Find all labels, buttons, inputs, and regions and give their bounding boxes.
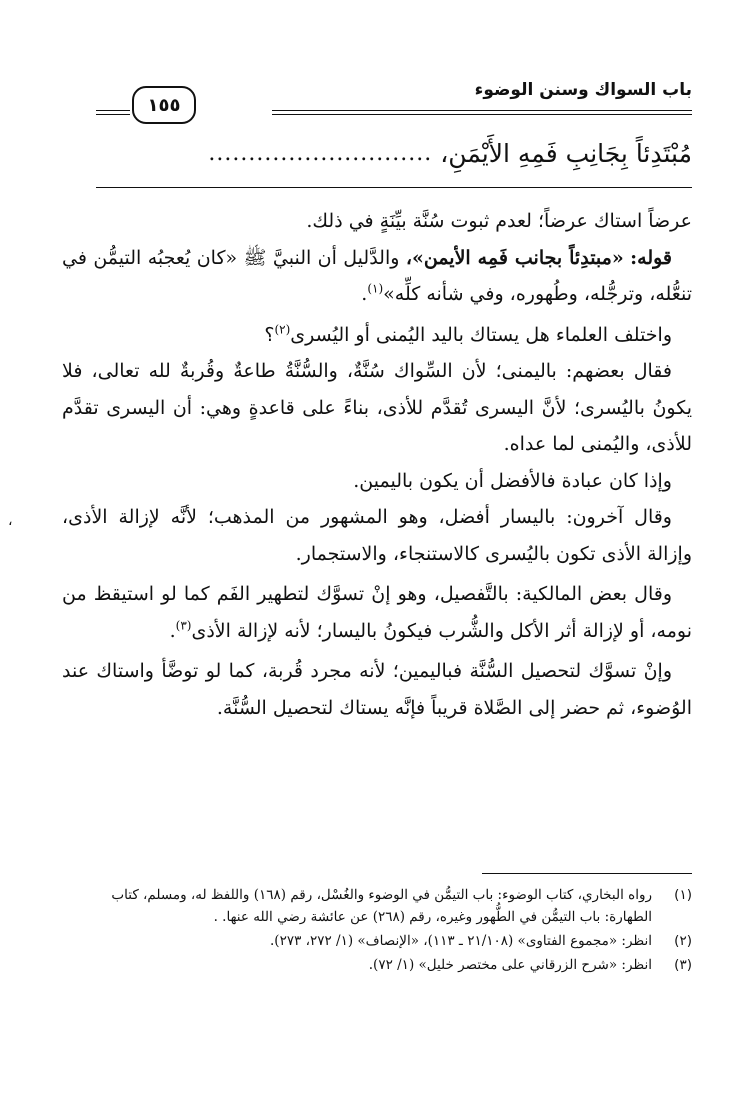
matn-dots: ............................ bbox=[208, 140, 433, 166]
footnote-number: (٢) bbox=[674, 933, 692, 949]
footnote-text: رواه البخاري، كتاب الوضوء: باب التيمُّن في الوضوء والغُسْل، رقم (١٦٨) واللفظ له، ومسلم، كتاب الطهارة: باب التيمُّن في الطُّهور وغيره، رقم (٢٦٨) عن عائشة رضي الله عنها. . bbox=[111, 887, 652, 925]
footnote-ref: (٣) bbox=[175, 618, 192, 633]
paragraph: عرضاً استاك عرضاً؛ لعدم ثبوت سُنَّة بيِّنَةٍ في ذلك. bbox=[306, 210, 692, 232]
footnote-divider bbox=[482, 873, 692, 874]
header-rule bbox=[96, 114, 130, 115]
paragraph: وإنْ تسوَّك لتحصيل السُّنَّة فباليمين؛ لأنه مجرد قُربة، كما لو توضَّأ واستاك عند الوُضوء، ثم حضر إلى الصَّلاة قريباً فإنَّه يستاك لتحصيل السُّنَّة. bbox=[62, 660, 692, 719]
paragraph: وقال آخرون: باليسار أفضل، وهو المشهور من المذهب؛ لأنَّه لإزالة الأذى، وإزالة الأذى تكون باليُسرى كالاستنجاء، والاستجمار. bbox=[62, 506, 692, 565]
paragraph: وقال بعض المالكية: بالتَّفصيل، وهو إنْ تسوَّك لتطهير الفَم كما لو استيقظ من نومه، أو لإزالة أثر الأكل والشُّرب فيكونُ باليسار؛ لأنه لإزالة الأذى$^{(٣)}$. bbox=[62, 583, 692, 642]
page-number: ١٥٥ bbox=[132, 86, 196, 124]
header-rule bbox=[272, 110, 692, 111]
matn-text: مُبْتَدِئاً بِجَانِبِ فَمِهِ الأَيْمَنِ، bbox=[440, 138, 692, 168]
header-rule bbox=[96, 110, 130, 111]
footnote-number: (٣) bbox=[674, 957, 692, 973]
quote-label: قوله: bbox=[630, 246, 673, 269]
quoted-matn: «مبتدِئاً بجانب فَمِه الأيمن»، bbox=[405, 246, 624, 269]
header-rule bbox=[272, 114, 692, 115]
footnote-text: انظر: «شرح الزرقاني على مختصر خليل» (١/ ٧٢). bbox=[368, 957, 652, 973]
page-header bbox=[96, 72, 692, 124]
paragraph: واختلف العلماء هل يستاك باليد اليُمنى أو اليُسرى$^{(٢)}$؟ bbox=[264, 322, 672, 346]
paragraph: قوله: «مبتدِئاً بجانب فَمِه الأيمن»، والدَّليل أن النبيَّ ﷺ «كان يُعجبُه التيمُّن في تنعُّله، وترجُّله، وطُهوره، وفي شأنه كلِّه»$^{(١)}$. bbox=[62, 246, 692, 305]
footnote bbox=[62, 930, 692, 952]
matn-divider bbox=[96, 187, 692, 188]
footnote bbox=[62, 884, 692, 928]
footnote-ref: (١) bbox=[367, 281, 384, 296]
margin-mark: ، bbox=[8, 513, 13, 529]
footnote bbox=[62, 954, 692, 976]
footnote-text: انظر: «مجموع الفتاوى» (٢١/١٠٨ ـ ١١٣)، «الإنصاف» (١/ ٢٧٢، ٢٧٣). bbox=[270, 933, 652, 949]
footnote-ref: (٢) bbox=[274, 322, 291, 337]
paragraph: فقال بعضهم: باليمنى؛ لأن السِّواك سُنَّةٌ، والسُّنَّةُ طاعةٌ وقُربةٌ لله تعالى، فلا يكونُ باليُسرى؛ لأنَّ اليسرى تُقدَّم للأذى، بناءً على قاعدةٍ وهي: أن اليسرى تقدَّم للأذى، واليُمنى لما عداه. bbox=[62, 360, 692, 455]
commentary-body bbox=[62, 203, 692, 726]
footnotes bbox=[62, 884, 692, 978]
matn-line bbox=[92, 133, 692, 173]
footnote-number: (١) bbox=[674, 887, 692, 903]
chapter-title: باب السواك وسنن الوضوء bbox=[474, 80, 692, 100]
paragraph: وإذا كان عبادة فالأفضل أن يكون باليمين. bbox=[353, 469, 672, 492]
